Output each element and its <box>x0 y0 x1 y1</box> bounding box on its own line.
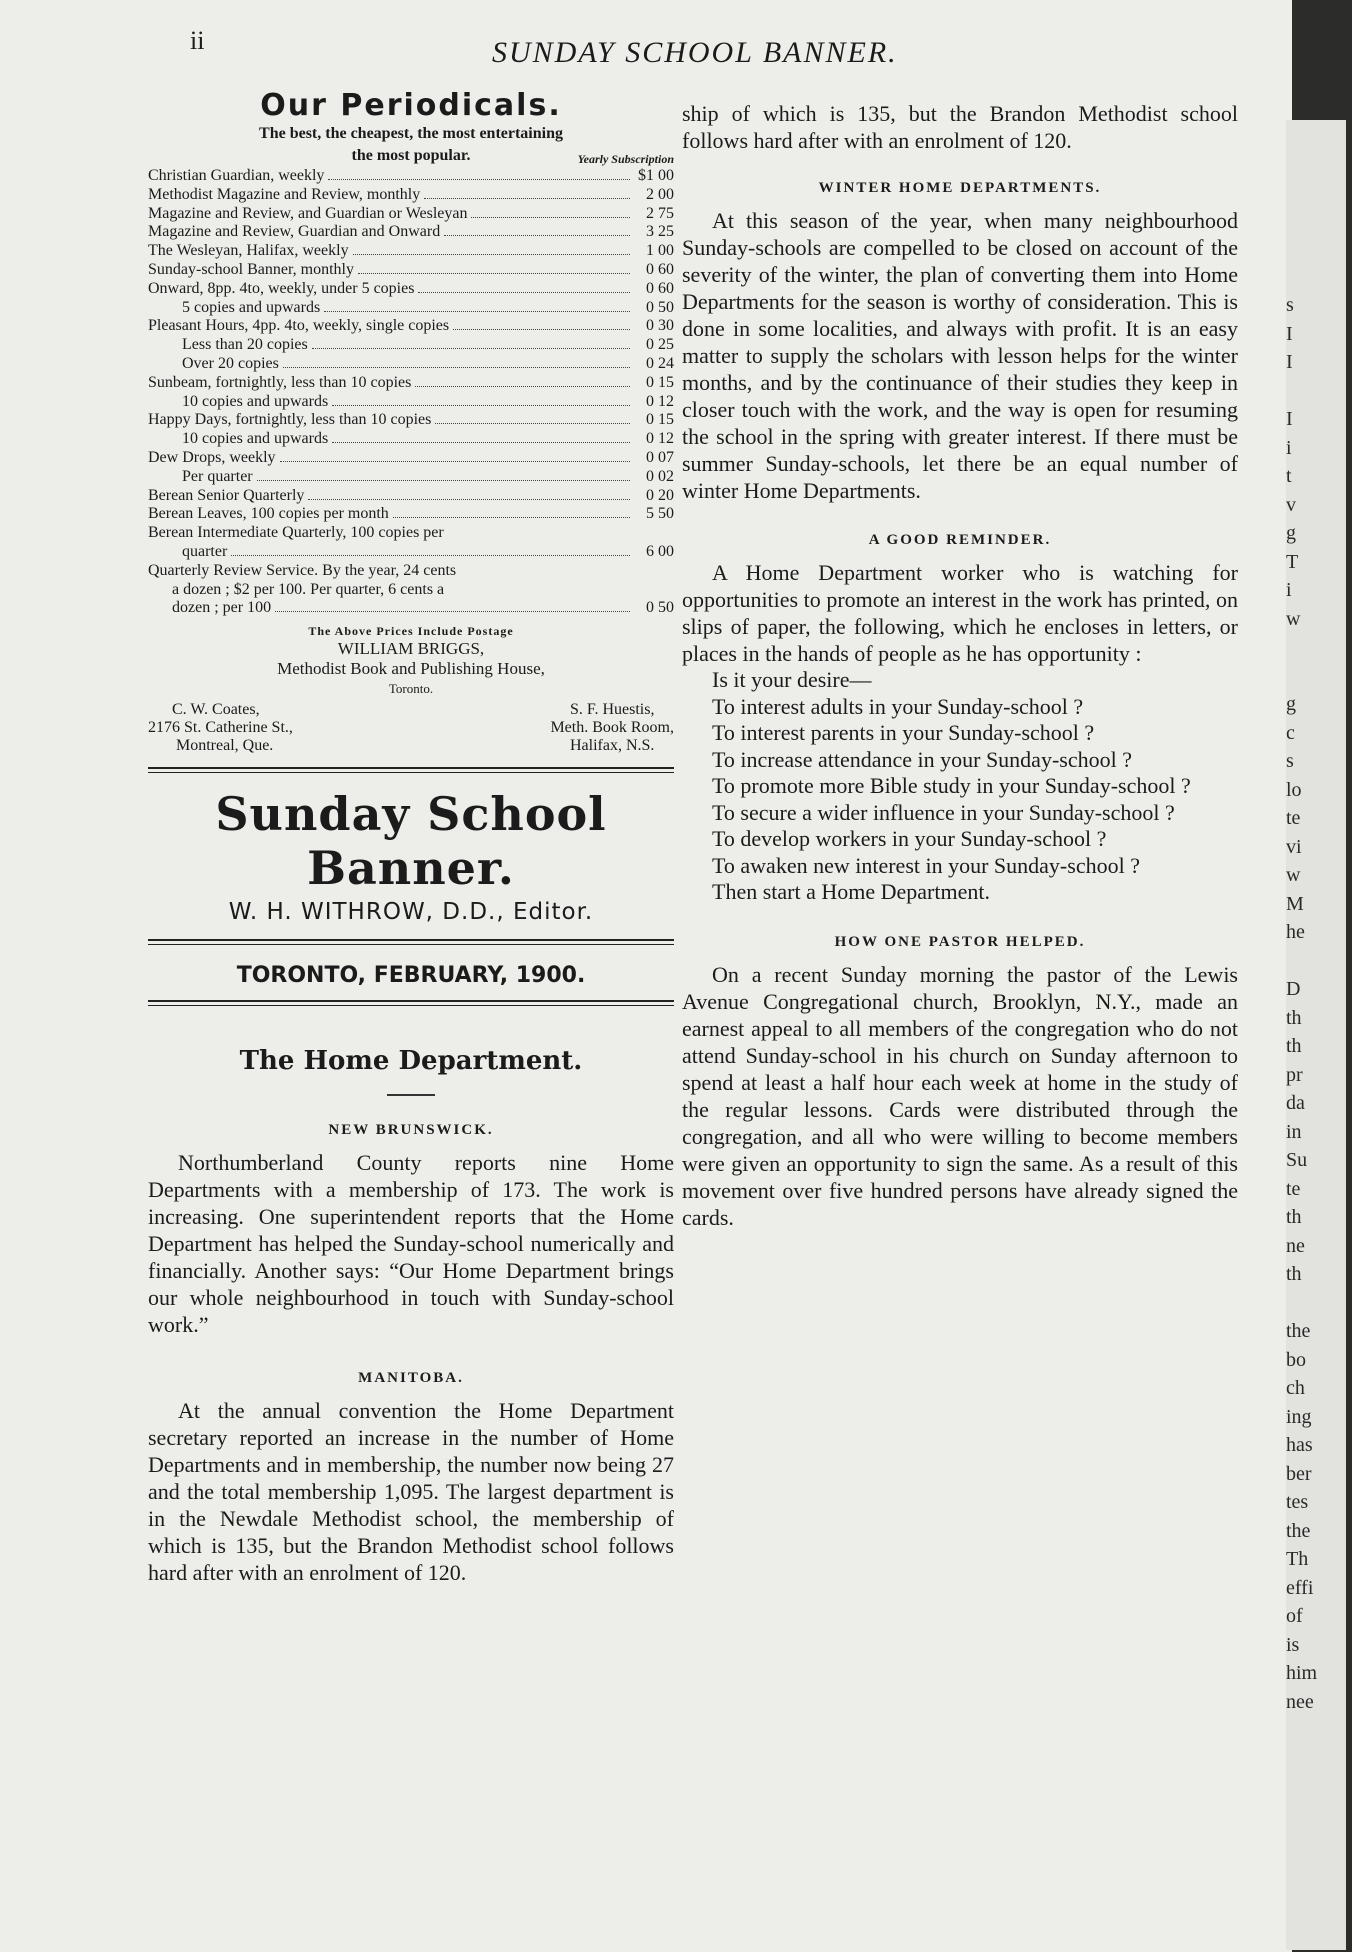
fragment-line <box>1286 177 1346 206</box>
section-heading-reminder: A GOOD REMINDER. <box>868 532 1052 548</box>
section-heading-new-brunswick: NEW BRUNSWICK. <box>328 1122 494 1139</box>
periodical-price: 0 07 <box>646 448 674 466</box>
periodical-price: 2 75 <box>646 204 674 222</box>
yearly-subscription-header: Yearly Subscription <box>577 152 674 166</box>
paragraph-manitoba-continued: ship of which is 135, but the Brandon Methodist school follows hard after with an enrolment of 120. <box>682 101 1238 153</box>
fragment-line: has <box>1286 1434 1313 1456</box>
fragment-line: v <box>1286 493 1296 516</box>
fragment-line: in <box>1286 1120 1302 1143</box>
periodical-name: Berean Intermediate Quarterly, 100 copies per <box>148 524 444 542</box>
price-row <box>148 223 674 242</box>
paragraph-pastor: On a recent Sunday morning the pastor of the Lewis Avenue Congregational church, Brooklyn, N.Y., made an earnest appeal to all members of the congregation who do not attend Sunday-school in his church on Sunday afternoon to spend at least a half hour each week at home in the study of the regular lessons. Cards were distributed through the congregation, and all who were willing to become members were given an opportunity to sign the same. As a result of this movement over five hundred persons have already signed the cards. <box>682 961 1238 1230</box>
periodical-price: 0 12 <box>646 430 674 448</box>
fragment-line: I <box>1286 408 1293 430</box>
reminder-item: To develop workers in your Sunday-school ? <box>712 826 1107 851</box>
reminder-item: To awaken new interest in your Sunday-school ? <box>712 852 1140 878</box>
fragment-line: the <box>1286 1320 1311 1342</box>
fragment-line: effi <box>1286 1576 1314 1599</box>
article-title: The Home Department. <box>239 1046 583 1077</box>
periodical-name: quarter <box>182 542 228 560</box>
periodical-name: Less than 20 copies <box>182 336 308 354</box>
periodical-price: 0 15 <box>646 411 674 429</box>
periodical-name: Magazine and Review, and Guardian or Wesleyan <box>148 204 468 222</box>
periodical-name: 5 copies and upwards <box>182 298 321 316</box>
adjacent-page-fragment <box>1286 120 1346 1950</box>
price-row <box>148 524 674 543</box>
reminder-item: To interest adults in your Sunday-school ? <box>712 693 1084 719</box>
periodicals-title: Our Periodicals. <box>260 88 562 123</box>
section-heading-pastor: HOW ONE PASTOR HELPED. <box>834 933 1086 950</box>
periodical-name: Quarterly Review Service. By the year, 24 cents <box>148 561 457 579</box>
fragment-line: g <box>1286 693 1296 715</box>
article-body <box>148 1149 674 1338</box>
periodical-price: 0 50 <box>646 298 674 316</box>
fragment-line: tes <box>1286 1491 1309 1513</box>
price-row <box>148 261 674 280</box>
article-body <box>682 207 1238 504</box>
reminder-list <box>682 667 1238 906</box>
periodical-name: Berean Senior Quarterly <box>148 486 305 504</box>
periodical-name: Magazine and Review, Guardian and Onward <box>148 223 441 241</box>
fragment-line: th <box>1286 1263 1302 1285</box>
agent-address: Montreal, Que. <box>176 737 274 755</box>
fragment-line: Th <box>1286 1548 1309 1570</box>
agent-address: Meth. Book Room, <box>550 719 674 737</box>
fragment-line: the <box>1286 1519 1311 1542</box>
article-body <box>148 1397 674 1586</box>
publisher-name: WILLIAM BRIGGS, <box>337 639 485 659</box>
fragment-line: T <box>1286 550 1299 573</box>
postage-note: The Above Prices Include Postage <box>308 624 514 639</box>
fragment-line: nee <box>1286 1690 1314 1713</box>
fragment-line <box>1286 947 1346 976</box>
fragment-line: s <box>1286 294 1294 316</box>
page-number: ii <box>190 26 205 55</box>
fragment-line: w <box>1286 607 1301 630</box>
price-row <box>148 317 674 336</box>
fragment-line <box>1286 662 1346 691</box>
reminder-item: Is it your desire— <box>712 667 872 692</box>
fragment-line: te <box>1286 807 1301 829</box>
section-heading-manitoba: MANITOBA. <box>358 1370 464 1387</box>
fragment-line: I <box>1286 322 1293 345</box>
periodical-name: Per quarter <box>182 467 253 485</box>
fragment-line: M <box>1286 892 1304 915</box>
article-body <box>682 961 1238 1231</box>
periodical-name: Happy Days, fortnightly, less than 10 copies <box>148 411 432 429</box>
periodical-name: Methodist Magazine and Review, monthly <box>148 185 421 203</box>
reminder-item: Then start a Home Department. <box>712 879 990 904</box>
price-row <box>148 581 674 600</box>
reminder-item: To secure a wider influence in your Sunday-school ? <box>712 799 1175 825</box>
periodical-name: The Wesleyan, Halifax, weekly <box>148 242 349 260</box>
fragment-line: vi <box>1286 835 1302 858</box>
article-body <box>682 559 1238 667</box>
fragment-line: th <box>1286 1206 1302 1228</box>
agent-address: 2176 St. Catherine St., <box>148 719 293 737</box>
periodical-price: $1 00 <box>638 167 674 184</box>
fragment-line: ne <box>1286 1234 1305 1257</box>
periodical-name: Pleasant Hours, 4pp. 4to, weekly, single copies <box>148 317 450 335</box>
fragment-line: g <box>1286 522 1296 544</box>
price-row <box>148 505 674 524</box>
periodical-price: 0 12 <box>646 392 674 410</box>
left-column <box>148 78 674 1586</box>
periodical-name: Berean Leaves, 100 copies per month <box>148 505 389 523</box>
price-row <box>148 355 674 374</box>
fragment-line <box>1286 234 1346 263</box>
periodical-price: 5 50 <box>646 505 674 523</box>
running-title: SUNDAY SCHOOL BANNER. <box>492 36 898 69</box>
title-rule <box>387 1094 435 1096</box>
fragment-line: i <box>1286 579 1292 601</box>
publisher-city: Toronto. <box>388 681 434 697</box>
periodical-price: 2 00 <box>646 185 674 203</box>
periodical-name: a dozen ; $2 per 100. Per quarter, 6 cents a <box>172 580 445 598</box>
dateline: TORONTO, FEBRUARY, 1900. <box>236 963 586 989</box>
masthead-title: Sunday School Banner. <box>215 787 607 896</box>
paragraph-winter: At this season of the year, when many neighbourhood Sunday-schools are compelled to be closed on account of the severity of the winter, the plan of converting them into Home Departments for the season is worthy of consideration. This is done in some localities, and always with profit. It is an easy matter to supply the scholars with lesson helps for the winter months, and by the continuance of their studies they keep in closer touch with the work, and the way is open for resuming the school in the spring with greater interest. If there must be summer Sunday-schools, let there be an equal number of winter Home Departments. <box>682 208 1238 503</box>
price-row <box>148 468 674 487</box>
periodical-name: 10 copies and upwards <box>182 392 329 410</box>
periodical-price: 6 00 <box>646 542 674 560</box>
price-row <box>148 562 674 581</box>
section-heading-winter: WINTER HOME DEPARTMENTS. <box>818 180 1102 196</box>
paragraph-new-brunswick: Northumberland County reports nine Home Departments with a membership of 173. The work is increasing. One superintendent reports that the Home Department has helped the Sunday-school numerically and financially. Another says: “Our Home Department brings our whole neighbourhood in touch with Sunday-school work.” <box>148 1150 674 1338</box>
price-row <box>148 374 674 393</box>
periodicals-subtitle-line1: The best, the cheapest, the most entertaining <box>259 125 563 142</box>
periodical-name: dozen ; per 100 <box>172 599 272 617</box>
fragment-line: th <box>1286 1035 1302 1057</box>
periodicals-subtitle-line2: the most popular. <box>351 147 471 164</box>
periodical-price: 0 30 <box>646 317 674 335</box>
fragment-line: lo <box>1286 778 1302 801</box>
fragment-line: th <box>1286 1006 1302 1029</box>
agents-block <box>148 701 674 755</box>
periodical-name: 10 copies and upwards <box>182 430 329 448</box>
fragment-line: he <box>1286 921 1305 943</box>
fragment-line <box>1286 149 1346 178</box>
fragment-line: t <box>1286 465 1292 487</box>
price-row <box>148 299 674 318</box>
periodical-price: 0 25 <box>646 336 674 354</box>
agent-halifax <box>550 701 674 755</box>
periodical-name: Sunbeam, fortnightly, less than 10 copies <box>148 373 412 391</box>
periodicals-price-list <box>148 167 674 618</box>
periodical-price: 0 20 <box>646 486 674 504</box>
price-row <box>148 242 674 261</box>
fragment-line: I <box>1286 351 1293 373</box>
periodical-price: 0 50 <box>646 599 674 617</box>
periodical-price: 1 00 <box>646 242 674 260</box>
periodical-name: Christian Guardian, weekly <box>148 167 325 184</box>
fragment-line: w <box>1286 864 1301 886</box>
fragment-line: ber <box>1286 1462 1312 1485</box>
agent-name: S. F. Huestis, <box>569 701 655 719</box>
divider-rule <box>148 939 674 945</box>
fragment-line: s <box>1286 750 1294 772</box>
periodical-price: 0 02 <box>646 467 674 485</box>
periodical-price: 3 25 <box>646 223 674 241</box>
price-row <box>148 336 674 355</box>
fragment-line: bo <box>1286 1348 1306 1371</box>
right-column <box>682 100 1238 1231</box>
fragment-line: ing <box>1286 1405 1312 1428</box>
periodical-name: Onward, 8pp. 4to, weekly, under 5 copies <box>148 279 415 297</box>
fragment-line: Su <box>1286 1149 1308 1171</box>
fragment-line: ch <box>1286 1377 1305 1399</box>
price-row <box>148 393 674 412</box>
fragment-line: of <box>1286 1605 1303 1627</box>
publisher-block <box>148 639 674 699</box>
periodical-name: Sunday-school Banner, monthly <box>148 260 354 278</box>
fragment-line: te <box>1286 1177 1301 1200</box>
fragment-line <box>1286 263 1346 292</box>
fragment-line: him <box>1286 1662 1318 1684</box>
reminder-item: To increase attendance in your Sunday-school ? <box>712 746 1132 772</box>
price-row <box>148 449 674 468</box>
periodical-price: 0 15 <box>646 373 674 391</box>
fragment-line <box>1286 120 1346 149</box>
fragment-line: is <box>1286 1633 1300 1656</box>
price-row <box>148 205 674 224</box>
fragment-line: D <box>1286 978 1301 1000</box>
reminder-item: To interest parents in your Sunday-school ? <box>712 720 1095 745</box>
agent-address: Halifax, N.S. <box>570 737 655 755</box>
paragraph-reminder-intro: A Home Department worker who is watching for opportunities to promote an interest in the work has printed, on slips of paper, the following, which he encloses in letters, or places in the hands of people as he has opportunity : <box>682 560 1238 666</box>
price-row <box>148 487 674 506</box>
fragment-line: da <box>1286 1092 1305 1114</box>
divider-rule <box>148 1000 674 1006</box>
agent-montreal <box>148 701 293 755</box>
fragment-line: i <box>1286 436 1292 459</box>
price-row <box>148 411 674 430</box>
price-row <box>148 280 674 299</box>
price-row <box>148 543 674 562</box>
fragment-line <box>1286 633 1346 662</box>
fragment-line <box>1286 206 1346 235</box>
agent-name: C. W. Coates, <box>172 701 260 719</box>
periodical-price: 0 60 <box>646 279 674 297</box>
fragment-line: c <box>1286 721 1295 744</box>
masthead-editor: W. H. WITHROW, D.D., Editor. <box>228 899 594 926</box>
periodical-name: Dew Drops, weekly <box>148 448 276 466</box>
price-row <box>148 599 674 618</box>
divider-rule <box>148 767 674 773</box>
price-row <box>148 167 674 186</box>
publisher-house: Methodist Book and Publishing House, <box>277 659 545 679</box>
periodical-price: 0 24 <box>646 354 674 372</box>
periodical-price: 0 60 <box>646 260 674 278</box>
paragraph-manitoba: At the annual convention the Home Department secretary reported an increase in the number of Home Departments and in membership, the number now being 27 and the total membership 1,095. The largest department is in the Newdale Methodist school, the membership of which is 135, but the Brandon Methodist school follows hard after with an enrolment of 120. <box>148 1398 674 1586</box>
fragment-line <box>1286 1289 1346 1318</box>
price-row <box>148 430 674 449</box>
article-body <box>682 100 1238 154</box>
periodical-name: Over 20 copies <box>182 354 279 372</box>
fragment-line: pr <box>1286 1063 1303 1086</box>
fragment-line <box>1286 377 1346 406</box>
reminder-item: To promote more Bible study in your Sunday-school ? <box>712 773 1191 798</box>
price-row <box>148 186 674 205</box>
